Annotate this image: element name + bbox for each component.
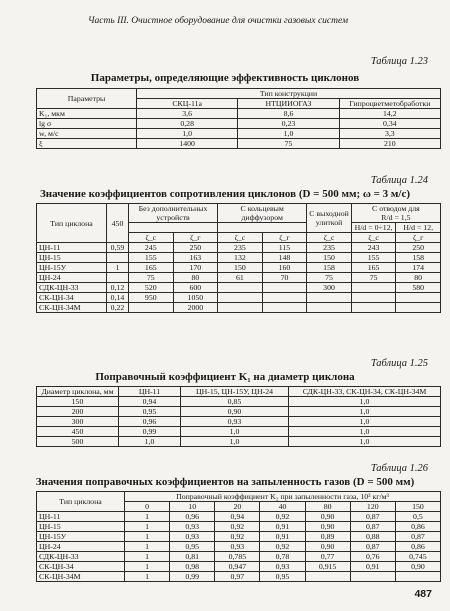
table-cell: 243 xyxy=(351,243,396,253)
table-cell: 160 xyxy=(262,263,307,273)
table-row xyxy=(37,552,441,562)
column-group-header: С выходной улиткой xyxy=(307,204,352,233)
table-cell xyxy=(218,293,263,303)
table-cell: 0,5 xyxy=(395,512,440,522)
table-cell: 1,0 xyxy=(137,129,238,139)
column-header: 0 xyxy=(125,502,170,512)
table-cell: 0,99 xyxy=(119,427,181,437)
table-cell: 950 xyxy=(129,293,174,303)
table-cell: 0,87 xyxy=(350,512,395,522)
column-header: 120 xyxy=(350,502,395,512)
table-cell: 0,96 xyxy=(170,512,215,522)
table-cell: 174 xyxy=(396,263,441,273)
column-header: 80 xyxy=(305,502,350,512)
table-cell: 0,90 xyxy=(181,407,289,417)
table-cell xyxy=(218,283,263,293)
table-cell: 155 xyxy=(129,253,174,263)
table-cell: 150 xyxy=(307,253,352,263)
table-row xyxy=(37,397,441,407)
table-cell: 0,93 xyxy=(260,562,305,572)
table-cell: 1050 xyxy=(173,293,218,303)
table-row xyxy=(37,253,441,263)
column-group-header xyxy=(351,204,440,223)
table-cell: 1 xyxy=(125,512,170,522)
table-cell xyxy=(351,293,396,303)
table-header-row xyxy=(37,204,441,223)
table-cell: 1,0 xyxy=(119,437,181,447)
table-cell: 132 xyxy=(218,253,263,263)
table-cell: 0,93 xyxy=(170,532,215,542)
table-cell: 235 xyxy=(307,243,352,253)
table-cell: 300 xyxy=(307,283,352,293)
table-cell: 1,0 xyxy=(289,397,441,407)
table-cell: 0,92 xyxy=(215,532,260,542)
table-cell: 75 xyxy=(307,273,352,283)
column-header xyxy=(218,223,307,233)
table-1-25-label: Таблица 1.25 xyxy=(370,358,428,369)
table-row xyxy=(37,129,441,139)
table-cell: 14,2 xyxy=(339,109,440,119)
table-row xyxy=(37,572,441,582)
table-row xyxy=(37,437,441,447)
column-header: ζ_г xyxy=(262,233,307,243)
table-cell: 3,3 xyxy=(339,129,440,139)
table-cell: 115 xyxy=(262,243,307,253)
column-header: ζ_с xyxy=(129,233,174,243)
table-cell: 0,92 xyxy=(215,522,260,532)
table-cell: 210 xyxy=(339,139,440,149)
table-cell: 0,22 xyxy=(107,303,129,313)
table-cell: 70 xyxy=(262,273,307,283)
table-cell: 75 xyxy=(129,273,174,283)
table-cell: 0,95 xyxy=(260,572,305,582)
row-label: 150 xyxy=(37,397,119,407)
table-cell: 163 xyxy=(173,253,218,263)
table-cell: 0,88 xyxy=(350,532,395,542)
table-cell: 0,91 xyxy=(260,522,305,532)
table-cell: 1 xyxy=(107,263,129,273)
table-cell: 0,94 xyxy=(215,512,260,522)
table-cell: 0,97 xyxy=(215,572,260,582)
table-row xyxy=(37,417,441,427)
table-1-26-title: Значения поправочных коэффициентов на запыленность газов (D = 500 мм) xyxy=(35,476,415,488)
table-cell: 165 xyxy=(351,263,396,273)
table-header-row xyxy=(37,89,441,99)
table-cell xyxy=(396,303,441,313)
table-cell: 0,14 xyxy=(107,293,129,303)
table-cell: 2000 xyxy=(173,303,218,313)
row-label: СК-ЦН-34 xyxy=(37,293,107,303)
table-cell: 0,87 xyxy=(395,532,440,542)
table-header-row xyxy=(37,492,441,502)
table-cell: 0,87 xyxy=(350,542,395,552)
row-label: СК-ЦН-34 xyxy=(37,562,125,572)
column-group-header: Без дополнительных устройств xyxy=(129,204,218,223)
table-row xyxy=(37,283,441,293)
table-row xyxy=(37,522,441,532)
column-header: ζ_с xyxy=(351,233,396,243)
table-cell: 245 xyxy=(129,243,174,253)
row-label: СДК-ЦН-33 xyxy=(37,283,107,293)
table-cell: 0,90 xyxy=(395,562,440,572)
table-1-23 xyxy=(36,88,441,149)
row-label: 200 xyxy=(37,407,119,417)
row-label: СК-ЦН-34М xyxy=(37,572,125,582)
table-cell xyxy=(350,572,395,582)
table-cell: 0,93 xyxy=(215,542,260,552)
column-group-header: Поправочный коэффициент K₂ при запыленности газа, 10³ кг/м³ xyxy=(125,492,441,502)
table-cell: 0,86 xyxy=(395,542,440,552)
column-header: ζ_г xyxy=(396,233,441,243)
table-cell: 0,86 xyxy=(395,522,440,532)
column-header: 450 xyxy=(107,204,129,243)
table-cell: 148 xyxy=(262,253,307,263)
table-cell: 8,6 xyxy=(238,109,339,119)
table-cell: 0,28 xyxy=(137,119,238,129)
column-header: ζ_с xyxy=(218,233,263,243)
table-cell: 0,785 xyxy=(215,552,260,562)
table-cell xyxy=(307,303,352,313)
table-1-26-label: Таблица 1.26 xyxy=(370,463,428,474)
table-cell xyxy=(107,253,129,263)
table-cell: 0,87 xyxy=(350,522,395,532)
row-label: ЦН-24 xyxy=(37,542,125,552)
table-1-26 xyxy=(36,491,441,582)
table-cell: 158 xyxy=(396,253,441,263)
column-header: 20 xyxy=(215,502,260,512)
table-cell: 1 xyxy=(125,522,170,532)
table-cell xyxy=(107,273,129,283)
table-cell xyxy=(262,283,307,293)
column-header: ЦН-15, ЦН-15У, ЦН-24 xyxy=(181,387,289,397)
table-cell: 0,93 xyxy=(170,522,215,532)
row-label: lg σ xyxy=(37,119,137,129)
table-cell: 165 xyxy=(129,263,174,273)
table-row xyxy=(37,512,441,522)
table-1-24-title: Значение коэффициентов сопротивления циклонов (D = 500 мм; ω = 3 м/с) xyxy=(39,188,411,200)
table-cell: 0,23 xyxy=(238,119,339,129)
table-row xyxy=(37,109,441,119)
column-header: Тип циклона xyxy=(37,204,107,243)
table-cell: 0,59 xyxy=(107,243,129,253)
table-cell: 0,85 xyxy=(181,397,289,407)
page-number: 487 xyxy=(414,588,432,600)
column-header: Н/d = 0÷12, xyxy=(351,223,396,233)
table-cell: 1,0 xyxy=(238,129,339,139)
table-cell: 0,77 xyxy=(305,552,350,562)
table-cell: 1 xyxy=(125,572,170,582)
table-cell: 0,96 xyxy=(119,417,181,427)
table-cell: 1400 xyxy=(137,139,238,149)
table-cell: 155 xyxy=(351,253,396,263)
table-row xyxy=(37,407,441,417)
row-label: ЦН-24 xyxy=(37,273,107,283)
table-row xyxy=(37,293,441,303)
table-cell xyxy=(262,303,307,313)
column-header: Параметры xyxy=(37,89,137,109)
table-cell xyxy=(351,283,396,293)
table-cell: 1 xyxy=(125,552,170,562)
column-header: ЦН-11 xyxy=(119,387,181,397)
table-row xyxy=(37,139,441,149)
running-header: Часть III. Очистное оборудование для очистки газовых систем xyxy=(88,16,349,26)
table-cell: 1,0 xyxy=(289,417,441,427)
column-header: Гипроцветметобработки xyxy=(339,99,440,109)
table-row xyxy=(37,119,441,129)
table-header-row xyxy=(37,387,441,397)
table-cell: 0,94 xyxy=(119,397,181,407)
table-cell xyxy=(351,303,396,313)
table-cell: 158 xyxy=(307,263,352,273)
column-header: 10 xyxy=(170,502,215,512)
table-cell: 0,98 xyxy=(170,562,215,572)
table-cell: 0,91 xyxy=(260,532,305,542)
table-cell: 0,90 xyxy=(305,512,350,522)
row-label: 500 xyxy=(37,437,119,447)
column-header: СДК-ЦН-33, СК-ЦН-34, СК-ЦН-34М xyxy=(289,387,441,397)
table-cell: 0,91 xyxy=(350,562,395,572)
table-cell: 80 xyxy=(173,273,218,283)
row-label: ЦН-15У xyxy=(37,532,125,542)
table-row xyxy=(37,243,441,253)
table-cell: 80 xyxy=(396,273,441,283)
table-cell: 235 xyxy=(218,243,263,253)
table-cell: 1 xyxy=(125,562,170,572)
table-cell: 0,81 xyxy=(170,552,215,562)
column-header: НТЦИИОГАЗ xyxy=(238,99,339,109)
table-cell: 0,915 xyxy=(305,562,350,572)
table-row xyxy=(37,263,441,273)
row-label: ЦН-15У xyxy=(37,263,107,273)
table-1-25 xyxy=(36,386,441,447)
table-cell: 75 xyxy=(351,273,396,283)
table-cell: 0,99 xyxy=(170,572,215,582)
table-row xyxy=(37,273,441,283)
table-cell xyxy=(129,303,174,313)
table-row xyxy=(37,562,441,572)
column-group-header: С кольцевым диффузором xyxy=(218,204,307,223)
table-cell: 0,92 xyxy=(260,542,305,552)
table-cell xyxy=(307,293,352,303)
table-cell: 0,947 xyxy=(215,562,260,572)
table-cell: 0,92 xyxy=(260,512,305,522)
row-label: СДК-ЦН-33 xyxy=(37,552,125,562)
table-row xyxy=(37,427,441,437)
table-cell: 0,78 xyxy=(260,552,305,562)
table-cell: 75 xyxy=(238,139,339,149)
column-header xyxy=(129,223,218,233)
row-label: СК-ЦН-34М xyxy=(37,303,107,313)
table-cell: 1,0 xyxy=(181,427,289,437)
table-cell: 0,93 xyxy=(181,417,289,427)
table-cell: 250 xyxy=(173,243,218,253)
row-label: ЦН-11 xyxy=(37,512,125,522)
table-cell: 1 xyxy=(125,532,170,542)
table-cell: 3,6 xyxy=(137,109,238,119)
table-cell xyxy=(262,293,307,303)
table-cell: 1,0 xyxy=(289,427,441,437)
row-label: 450 xyxy=(37,427,119,437)
column-header: 150 xyxy=(395,502,440,512)
table-row xyxy=(37,303,441,313)
table-cell xyxy=(396,293,441,303)
table-1-24 xyxy=(36,203,441,313)
table-cell: 600 xyxy=(173,283,218,293)
table-cell: 0,76 xyxy=(350,552,395,562)
row-label: ЦН-11 xyxy=(37,243,107,253)
column-header: ζ_г xyxy=(173,233,218,243)
bunker-header-sub: R/d = 1,5 xyxy=(381,213,411,222)
row-label: ЦН-15 xyxy=(37,253,107,263)
table-1-24-label: Таблица 1.24 xyxy=(370,175,428,186)
table-cell xyxy=(305,572,350,582)
column-header: Н/d = 12, xyxy=(396,223,441,233)
column-header: Диаметр циклона, мм xyxy=(37,387,119,397)
table-1-23-label: Таблица 1.23 xyxy=(370,56,428,67)
bunker-header: С отводом для xyxy=(372,204,420,213)
column-header: СКЦ-11а xyxy=(137,99,238,109)
table-cell: 0,34 xyxy=(339,119,440,129)
table-cell: 150 xyxy=(218,263,263,273)
table-cell: 580 xyxy=(396,283,441,293)
table-row xyxy=(37,532,441,542)
table-cell: 170 xyxy=(173,263,218,273)
table-cell: 0,90 xyxy=(305,522,350,532)
table-cell: 1,0 xyxy=(289,407,441,417)
table-cell: 0,95 xyxy=(119,407,181,417)
row-label: ЦН-15 xyxy=(37,522,125,532)
table-cell: 250 xyxy=(396,243,441,253)
row-label: 300 xyxy=(37,417,119,427)
table-cell xyxy=(218,303,263,313)
table-cell: 61 xyxy=(218,273,263,283)
row-label: ξ xyxy=(37,139,137,149)
table-cell: 1 xyxy=(125,542,170,552)
table-1-23-title: Параметры, определяющие эффективность циклонов xyxy=(90,72,360,84)
column-header: Тип циклона xyxy=(37,492,125,512)
column-header: 40 xyxy=(260,502,305,512)
table-cell: 1,0 xyxy=(289,437,441,447)
table-cell: 0,12 xyxy=(107,283,129,293)
table-cell: 0,95 xyxy=(170,542,215,552)
row-label: w, м/с xyxy=(37,129,137,139)
table-1-25-title: Поправочный коэффициент K₁ на диаметр циклона xyxy=(95,371,355,383)
table-cell xyxy=(395,572,440,582)
table-cell: 1,0 xyxy=(181,437,289,447)
row-label: K₁, мкм xyxy=(37,109,137,119)
table-cell: 520 xyxy=(129,283,174,293)
table-cell: 0,89 xyxy=(305,532,350,542)
column-group-header: Тип конструкции xyxy=(137,89,441,99)
table-row xyxy=(37,542,441,552)
column-header: ζ_с xyxy=(307,233,352,243)
table-cell: 0,745 xyxy=(395,552,440,562)
table-cell: 0,90 xyxy=(305,542,350,552)
